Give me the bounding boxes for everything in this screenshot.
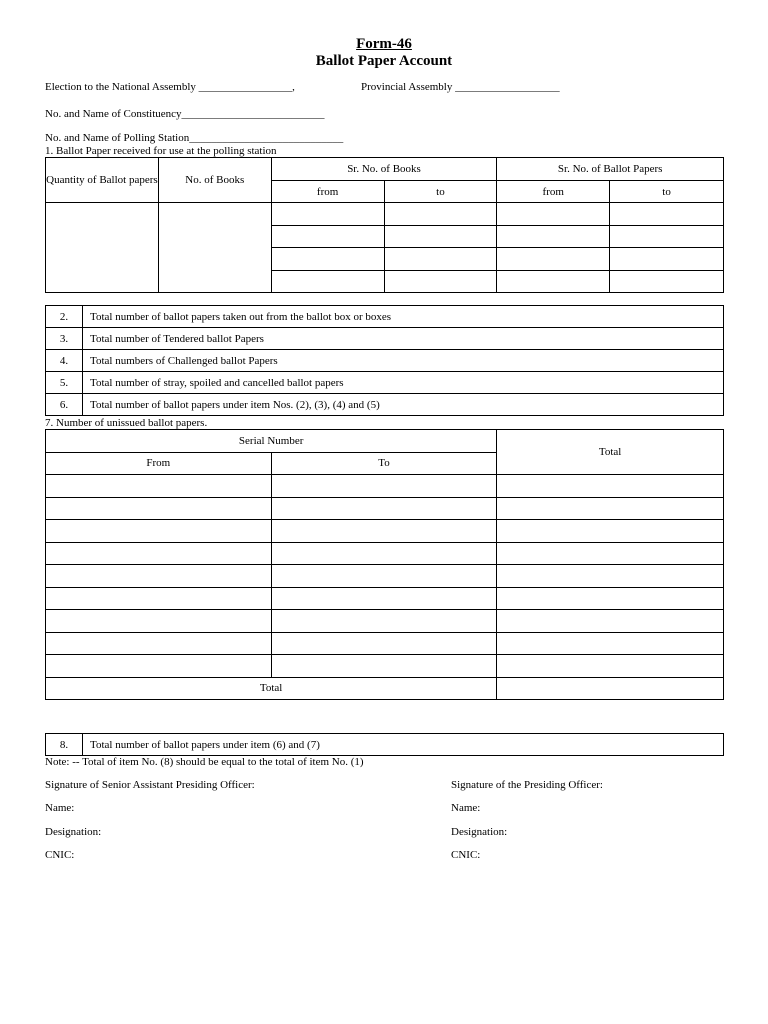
provincial-assembly-field[interactable]: Provincial Assembly ___________________ [361, 81, 560, 93]
sr-papers-to-header: to [610, 181, 724, 203]
item-text[interactable]: Total number of stray, spoiled and cancelled ballot papers [83, 372, 724, 394]
total-cell[interactable] [497, 587, 724, 610]
ballot-papers-received-table [45, 157, 724, 293]
total-cell[interactable] [497, 497, 724, 520]
to-header: To [271, 452, 497, 475]
left-designation-field[interactable]: Designation: [45, 826, 102, 838]
from-cell[interactable] [46, 610, 272, 633]
table-cell[interactable] [610, 226, 724, 248]
from-cell[interactable] [46, 542, 272, 565]
constituency-field[interactable]: No. and Name of Constituency__________________________ [45, 108, 325, 120]
section-1-label: 1. Ballot Paper received for use at the polling station [45, 145, 277, 157]
table-cell[interactable] [610, 203, 724, 226]
from-cell[interactable] [46, 520, 272, 543]
total-row-label: Total [46, 677, 497, 700]
table-row [46, 565, 724, 588]
right-name-field[interactable]: Name: [451, 802, 481, 814]
table-cell[interactable] [497, 248, 610, 271]
table-cell[interactable] [384, 271, 497, 293]
item-number: 5. [46, 372, 83, 394]
item-text[interactable]: Total number of ballot papers taken out from the ballot box or boxes [83, 306, 724, 328]
table-cell[interactable] [610, 271, 724, 293]
to-cell[interactable] [271, 475, 497, 498]
grand-total-cell[interactable] [497, 677, 724, 700]
sr-books-to-header: to [384, 181, 497, 203]
from-header: From [46, 452, 272, 475]
to-cell[interactable] [271, 587, 497, 610]
table-row [46, 587, 724, 610]
table-cell[interactable] [497, 271, 610, 293]
total-cell[interactable] [497, 655, 724, 678]
senior-apo-signature-label: Signature of Senior Assistant Presiding Officer: [45, 779, 255, 791]
item-text[interactable]: Total numbers of Challenged ballot Papers [83, 350, 724, 372]
table-row [46, 542, 724, 565]
to-cell[interactable] [271, 520, 497, 543]
section-7-label: 7. Number of unissued ballot papers. [45, 417, 208, 429]
total-cell[interactable] [497, 632, 724, 655]
sr-papers-header: Sr. No. of Ballot Papers [497, 158, 724, 181]
quantity-cell[interactable] [46, 203, 159, 293]
presiding-officer-signature-label: Signature of the Presiding Officer: [451, 779, 603, 791]
sr-books-from-header: from [271, 181, 384, 203]
form-title: Ballot Paper Account [315, 53, 453, 69]
item-number: 4. [46, 350, 83, 372]
total-cell[interactable] [497, 610, 724, 633]
to-cell[interactable] [271, 497, 497, 520]
table-row [46, 394, 724, 416]
item-number: 8. [46, 734, 83, 756]
from-cell[interactable] [46, 632, 272, 655]
table-row [46, 328, 724, 350]
table-row [46, 372, 724, 394]
item-number: 3. [46, 328, 83, 350]
table-cell[interactable] [384, 226, 497, 248]
to-cell[interactable] [271, 542, 497, 565]
item-number: 2. [46, 306, 83, 328]
total-row [46, 677, 724, 700]
item-number: 6. [46, 394, 83, 416]
table-cell[interactable] [610, 248, 724, 271]
to-cell[interactable] [271, 565, 497, 588]
items-table [45, 305, 724, 416]
serial-number-header: Serial Number [46, 430, 497, 453]
table-row [46, 520, 724, 543]
left-cnic-field[interactable]: CNIC: [45, 849, 75, 861]
total-cell[interactable] [497, 475, 724, 498]
item-text[interactable]: Total number of ballot papers under item (6) and (7) [83, 734, 724, 756]
table-row [46, 734, 724, 756]
table-cell[interactable] [497, 203, 610, 226]
polling-station-field[interactable]: No. and Name of Polling Station____________________________ [45, 132, 344, 144]
total-cell[interactable] [497, 520, 724, 543]
from-cell[interactable] [46, 497, 272, 520]
to-cell[interactable] [271, 632, 497, 655]
table-row [46, 306, 724, 328]
table-row [46, 655, 724, 678]
right-designation-field[interactable]: Designation: [451, 826, 508, 838]
item-text[interactable]: Total number of ballot papers under item Nos. (2), (3), (4) and (5) [83, 394, 724, 416]
sr-papers-from-header: from [497, 181, 610, 203]
books-header: No. of Books [158, 158, 271, 203]
table-cell[interactable] [497, 226, 610, 248]
total-header: Total [497, 430, 724, 475]
unissued-ballots-table [45, 429, 724, 700]
quantity-header: Quantity of Ballot papers [46, 158, 159, 203]
table-row [46, 610, 724, 633]
total-cell[interactable] [497, 542, 724, 565]
form-number: Form-46 [356, 36, 412, 52]
table-row [46, 632, 724, 655]
table-cell[interactable] [384, 248, 497, 271]
table-row [46, 497, 724, 520]
table-row [46, 350, 724, 372]
table-cell[interactable] [271, 203, 384, 226]
to-cell[interactable] [271, 655, 497, 678]
table-cell[interactable] [384, 203, 497, 226]
table-row [46, 475, 724, 498]
to-cell[interactable] [271, 610, 497, 633]
table-cell[interactable] [271, 226, 384, 248]
from-cell[interactable] [46, 475, 272, 498]
table-cell[interactable] [271, 248, 384, 271]
right-cnic-field[interactable]: CNIC: [451, 849, 481, 861]
left-name-field[interactable]: Name: [45, 802, 75, 814]
item-8-table [45, 733, 724, 756]
note-text: Note: -- Total of item No. (8) should be equal to the total of item No. (1) [45, 756, 364, 768]
from-cell[interactable] [46, 565, 272, 588]
total-cell[interactable] [497, 565, 724, 588]
books-cell[interactable] [158, 203, 271, 293]
item-text[interactable]: Total number of Tendered ballot Papers [83, 328, 724, 350]
from-cell[interactable] [46, 587, 272, 610]
election-national-assembly-field[interactable]: Election to the National Assembly _________________, [45, 81, 295, 93]
sr-books-header: Sr. No. of Books [271, 158, 497, 181]
from-cell[interactable] [46, 655, 272, 678]
table-cell[interactable] [271, 271, 384, 293]
